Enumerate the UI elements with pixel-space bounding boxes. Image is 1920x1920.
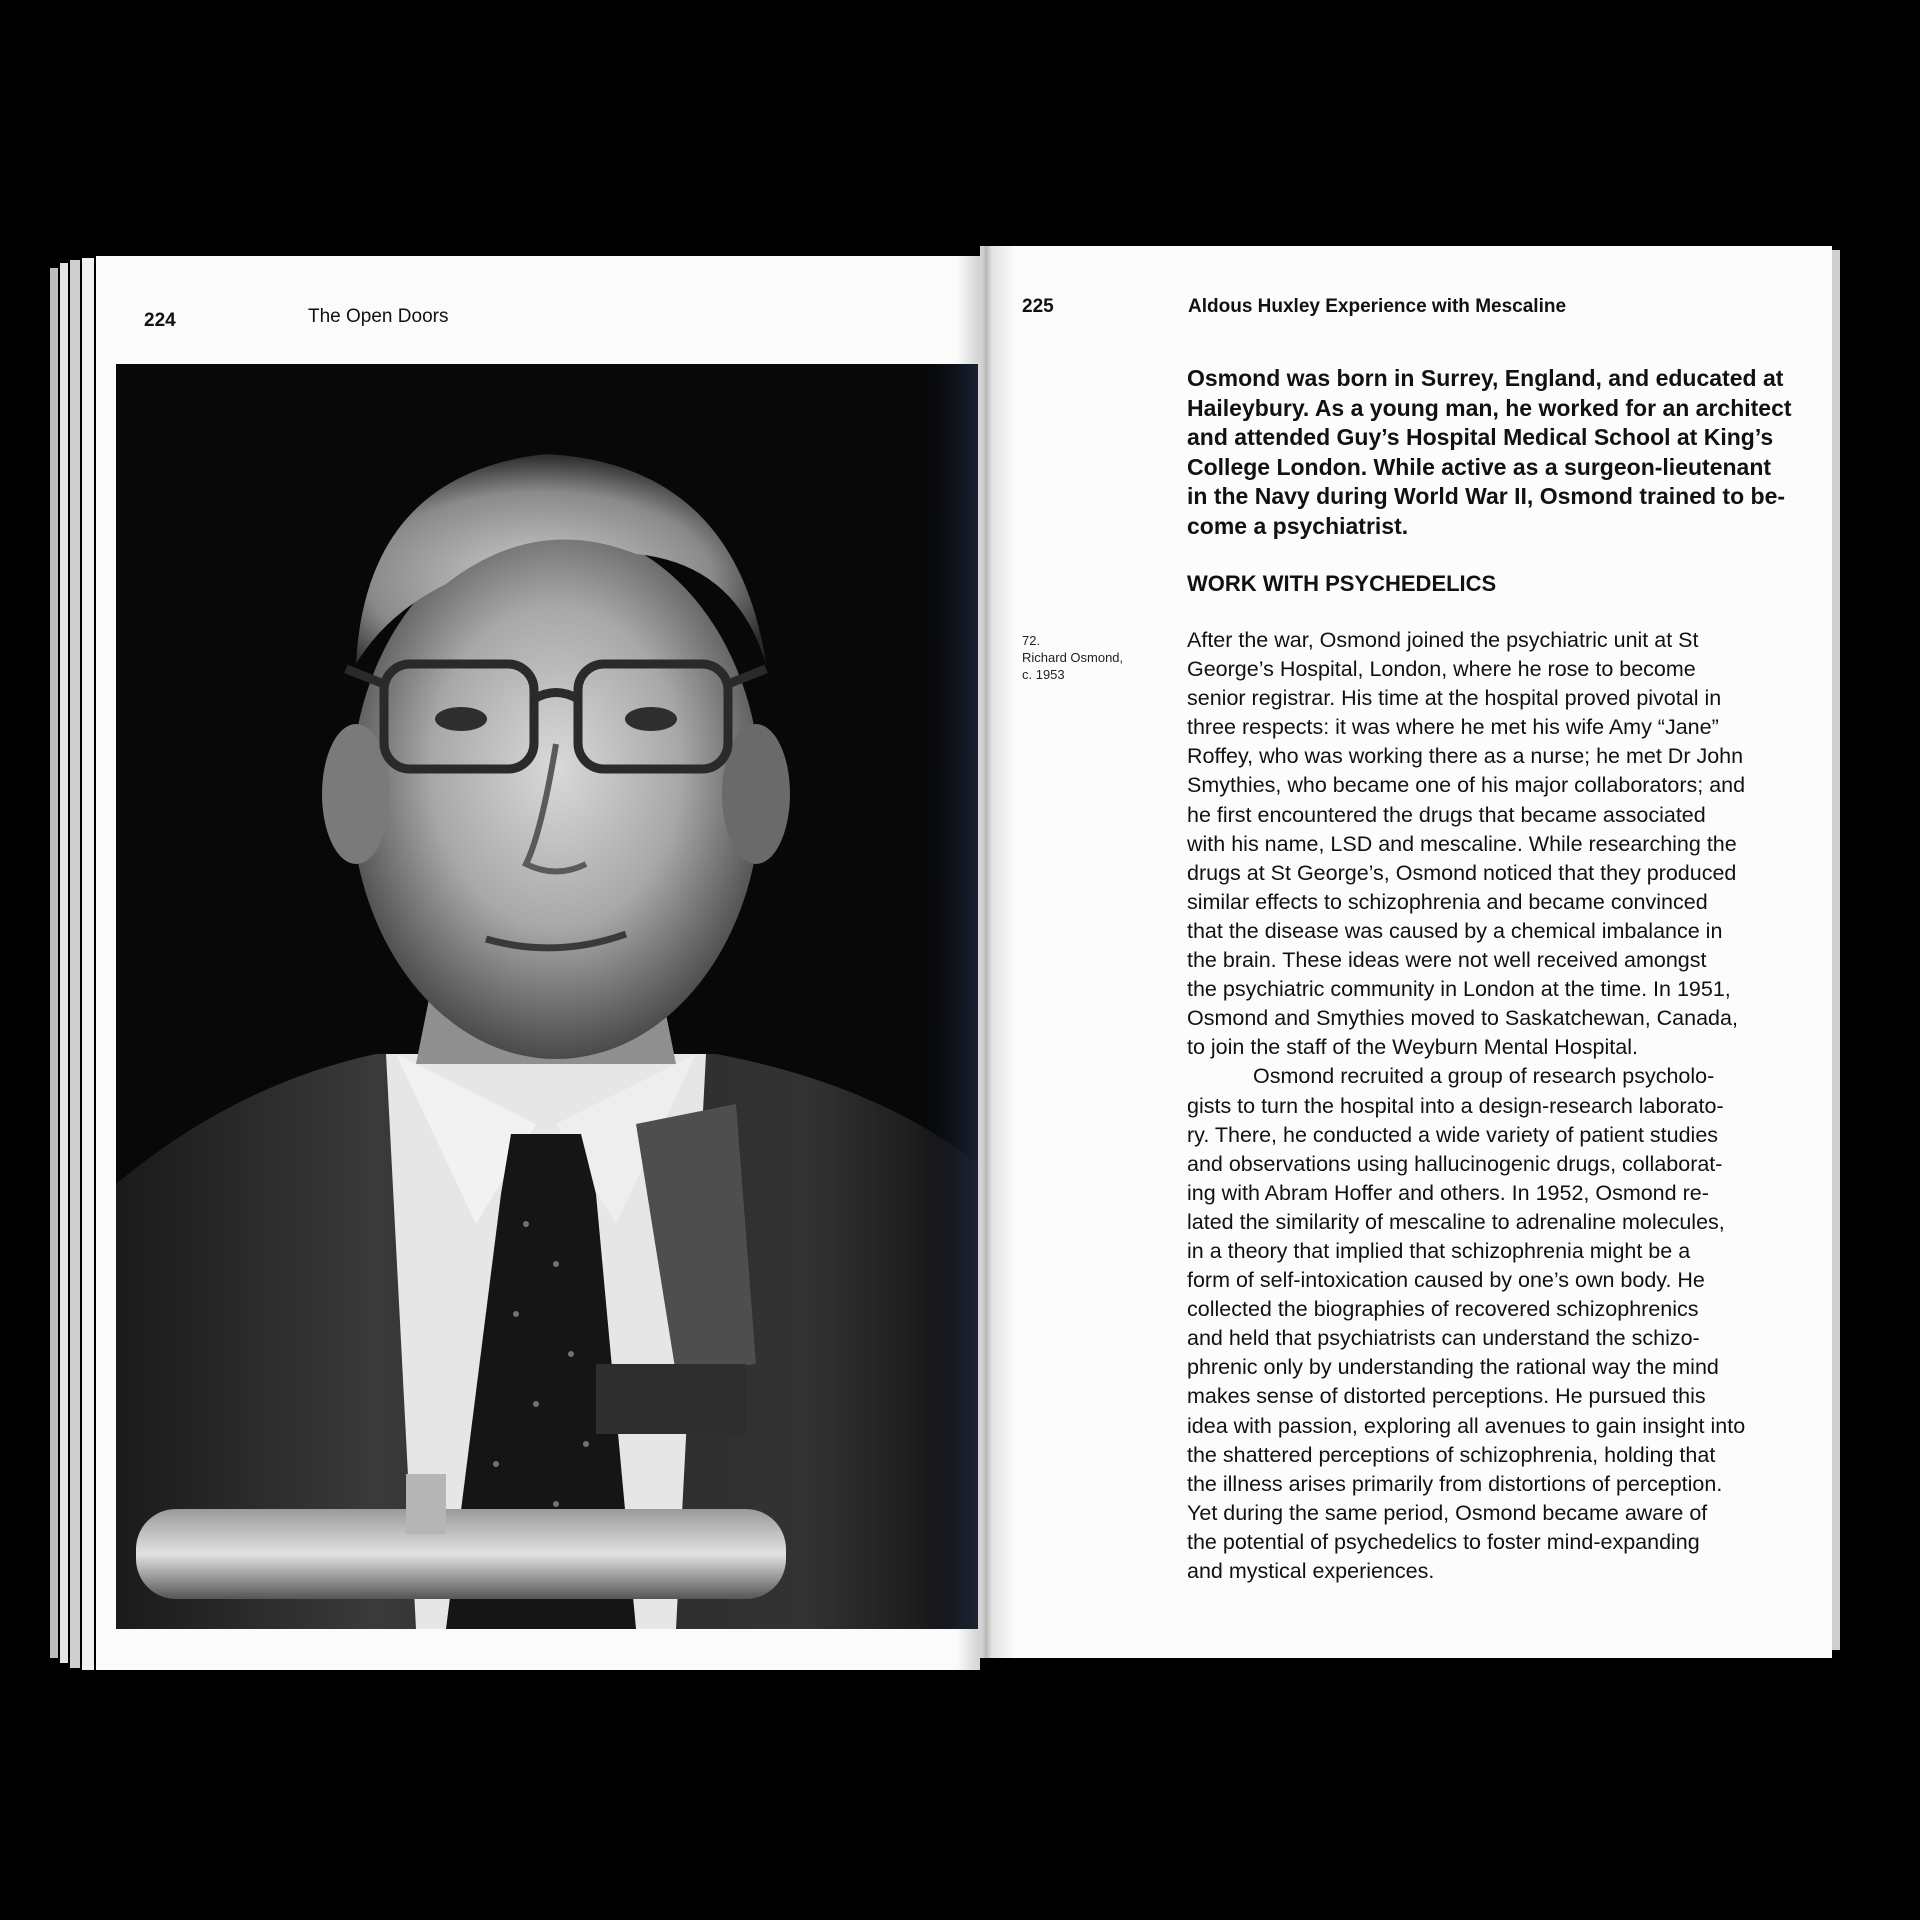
text-line: to join the staff of the Weyburn Mental Hospital. xyxy=(1187,1035,1638,1060)
text-line: the shattered perceptions of schizophrenia, holding that xyxy=(1187,1442,1716,1467)
text-line: the illness arises primarily from distortions of perception. xyxy=(1187,1471,1723,1496)
text-line: Roffey, who was working there as a nurse; he met Dr John xyxy=(1187,744,1744,769)
text-line: the psychiatric community in London at the time. In 1951, xyxy=(1187,977,1731,1002)
body-text xyxy=(1187,626,1827,1586)
text-line: the brain. These ideas were not well received amongst xyxy=(1187,948,1707,973)
text-line: in the Navy during World War II, Osmond trained to be- xyxy=(1187,483,1786,509)
right-running-head: Aldous Huxley Experience with Mescaline xyxy=(1188,296,1567,317)
text-line: College London. While active as a surgeon-lieutenant xyxy=(1187,453,1772,480)
text-line: he first encountered the drugs that became associated xyxy=(1187,802,1706,827)
text-line: three respects: it was where he met his wife Amy “Jane” xyxy=(1187,715,1719,740)
text-line: Osmond recruited a group of research psycholo- xyxy=(1253,1064,1715,1089)
text-line: Osmond and Smythies moved to Saskatchewan, Canada, xyxy=(1187,1006,1738,1031)
text-line: the potential of psychedelics to foster mind-expanding xyxy=(1187,1529,1700,1554)
text-line: similar effects to schizophrenia and became convinced xyxy=(1187,889,1708,914)
text-line: phrenic only by understanding the rational way the mind xyxy=(1187,1355,1719,1380)
text-line: with his name, LSD and mescaline. While researching the xyxy=(1187,831,1737,856)
section-heading: WORK WITH PSYCHEDELICS xyxy=(1187,571,1497,596)
lead-paragraph xyxy=(1187,364,1827,541)
text-line: makes sense of distorted perceptions. He pursued this xyxy=(1187,1384,1706,1409)
page-edge xyxy=(60,263,68,1663)
text-line: and observations using hallucinogenic drugs, collaborat- xyxy=(1187,1151,1723,1176)
page-edge xyxy=(50,268,58,1658)
left-page-number: 224 xyxy=(144,310,176,331)
text-line: lated the similarity of mescaline to adrenaline molecules, xyxy=(1187,1209,1725,1234)
text-line: Smythies, who became one of his major collaborators; and xyxy=(1187,773,1746,798)
text-line: Yet during the same period, Osmond became aware of xyxy=(1187,1500,1708,1525)
text-line: George’s Hospital, London, where he rose to become xyxy=(1187,657,1696,682)
text-line: ing with Abram Hoffer and others. In 1952, Osmond re- xyxy=(1187,1180,1709,1205)
page-edge xyxy=(82,258,94,1670)
text-line: and mystical experiences. xyxy=(1187,1559,1435,1583)
text-line: Osmond was born in Surrey, England, and educated at xyxy=(1187,365,1784,391)
text-line: and held that psychiatrists can understand the schizo- xyxy=(1187,1326,1700,1351)
text-line: collected the biographies of recovered schizophrenics xyxy=(1187,1297,1699,1322)
page-edge xyxy=(70,260,80,1668)
text-line: After the war, Osmond joined the psychiatric unit at St xyxy=(1187,628,1699,652)
left-page xyxy=(96,256,980,1670)
figure-caption xyxy=(1022,632,1152,683)
text-line: drugs at St George’s, Osmond noticed that they produced xyxy=(1187,860,1737,885)
caption-number: 72. xyxy=(1022,633,1041,648)
text-line: idea with passion, exploring all avenues to gain insight into xyxy=(1187,1413,1746,1438)
text-line: and attended Guy’s Hospital Medical School at King’s xyxy=(1187,424,1774,450)
text-line: gists to turn the hospital into a design-research laborato- xyxy=(1187,1093,1724,1118)
portrait-illustration xyxy=(116,364,978,1629)
portrait-photo xyxy=(116,364,978,1629)
left-running-head: The Open Doors xyxy=(308,306,449,327)
text-line: that the disease was caused by a chemical imbalance in xyxy=(1187,918,1723,943)
text-line: come a psychiatrist. xyxy=(1187,512,1409,539)
text-line: form of self-intoxication caused by one’s own body. He xyxy=(1187,1268,1705,1293)
caption-line: c. 1953 xyxy=(1022,667,1065,682)
right-page-number: 225 xyxy=(1022,296,1054,317)
text-line: in a theory that implied that schizophrenia might be a xyxy=(1187,1238,1691,1263)
page-edge xyxy=(1832,250,1840,1650)
text-line: ry. There, he conducted a wide variety of patient studies xyxy=(1187,1122,1719,1147)
text-line: Haileybury. As a young man, he worked for an architect xyxy=(1187,394,1792,421)
caption-line: Richard Osmond, xyxy=(1022,650,1124,665)
text-line: senior registrar. His time at the hospital proved pivotal in xyxy=(1187,686,1722,711)
right-page xyxy=(980,246,1832,1658)
